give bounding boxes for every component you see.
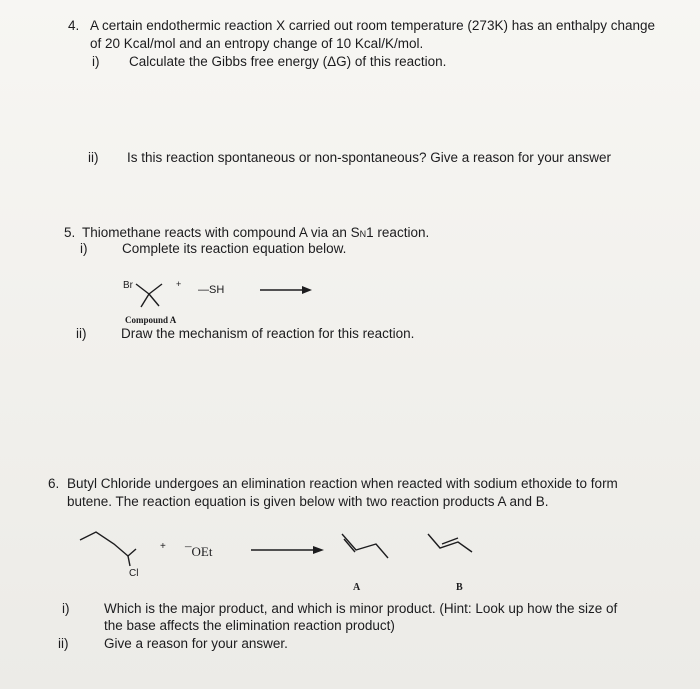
q6-i-label: i): [62, 601, 70, 616]
q6-text-line2: butene. The reaction equation is given below with two reaction products A and B.: [67, 494, 549, 509]
q5-text-line1: Thiomethane reacts with compound A via an SN1 reaction.: [82, 225, 430, 240]
q6-number: 6.: [48, 476, 60, 491]
q4-text-line1: A certain endothermic reaction X carried out room temperature (273K) has an enthalpy change: [90, 18, 656, 33]
q5-plus-sign: +: [176, 279, 182, 289]
q6-ii-text: Give a reason for your answer.: [104, 636, 288, 651]
q5-number: 5.: [64, 225, 76, 240]
q6-i-text-line1: Which is the major product, and which is minor product. (Hint: Look up how the size of: [104, 601, 618, 616]
q6-cl-label: Cl: [129, 568, 139, 579]
q6-plus-sign: +: [160, 541, 166, 552]
q6-i-text-line2: the base affects the elimination reaction product): [104, 618, 395, 633]
q5-compound-a-structure: [136, 284, 162, 307]
q6-product-a-structure: [342, 534, 388, 558]
q5-i-text: Complete its reaction equation below.: [122, 241, 347, 256]
q5-br-label: Br: [123, 280, 133, 291]
q5-i-label: i): [80, 241, 88, 256]
q4-number: 4.: [68, 18, 80, 33]
q6-ii-label: ii): [58, 636, 69, 651]
q6-butyl-chloride-structure: [80, 532, 136, 566]
q6-reaction-arrow: [251, 546, 324, 554]
q5-ii-label: ii): [76, 326, 87, 341]
q6-product-b-label: B: [456, 582, 463, 593]
q4-i-label: i): [92, 54, 100, 69]
q4-i-text: Calculate the Gibbs free energy (ΔG) of this reaction.: [129, 54, 447, 69]
q4-ii-text: Is this reaction spontaneous or non-spontaneous? Give a reason for your answer: [127, 150, 612, 165]
q5-thiol-label: —SH: [198, 284, 225, 296]
q5-reaction-arrow: [260, 286, 312, 294]
q6-product-a-label: A: [353, 582, 361, 593]
q6-product-b-structure: [428, 534, 472, 552]
q6-ethoxide-label: ¯OEt: [185, 544, 213, 559]
q4-ii-label: ii): [88, 150, 99, 165]
q4-text-line2: of 20 Kcal/mol and an entropy change of 10 Kcal/K/mol.: [90, 36, 424, 51]
q6-text-line1: Butyl Chloride undergoes an elimination reaction when reacted with sodium ethoxide to form: [67, 476, 618, 491]
q5-compound-a-label: Compound A: [125, 315, 177, 325]
q5-ii-text: Draw the mechanism of reaction for this reaction.: [121, 326, 415, 341]
